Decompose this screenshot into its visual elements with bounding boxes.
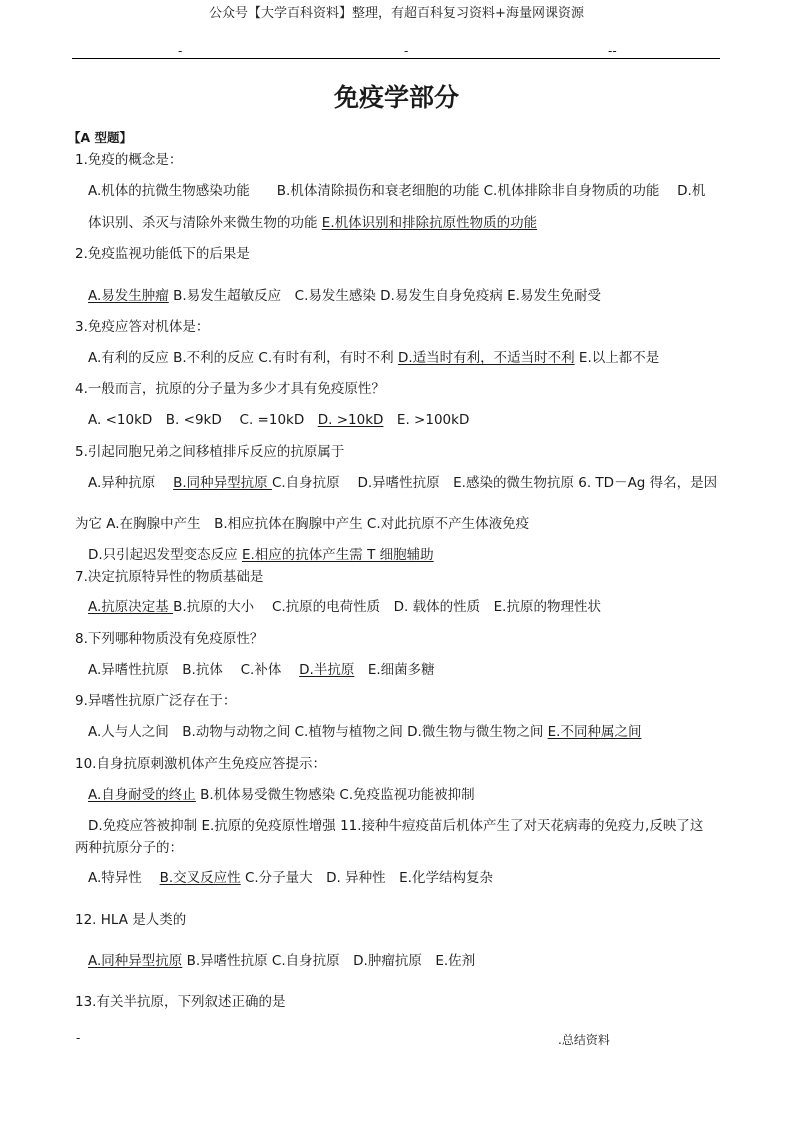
text-segment: 9.异嗜性抗原广泛存在于： <box>75 693 237 709</box>
text-line <box>75 242 250 262</box>
text-line <box>75 689 236 709</box>
text-segment: B.异嗜性抗原 C.自身抗原 D.肿瘤抗原 E.佐剂 <box>182 953 476 969</box>
text-segment: 为它 A.在胸腺中产生 B.相应抗体在胸腺中产生 C.对此抗原不产生体液免疫 <box>75 516 530 532</box>
header-mark-left: - <box>178 44 183 58</box>
answer-underlined: E.不同种属之间 <box>547 724 642 740</box>
answer-underlined: D. >10kD <box>317 412 384 428</box>
text-line <box>88 949 475 969</box>
text-segment: A. <10kD B. <9kD C. =10kD <box>88 412 318 428</box>
text-line <box>75 990 285 1010</box>
text-segment: B.机体易受微生物感染 C.免疫监视功能被抑制 <box>195 787 475 803</box>
text-line <box>75 836 183 856</box>
text-line <box>88 543 434 563</box>
text-line <box>88 595 601 615</box>
text-segment: 3.免疫应答对机体是： <box>75 319 210 335</box>
text-line <box>75 565 263 585</box>
text-segment: B.易发生超敏反应 C.易发生感染 D.易发生自身免疫病 E.易发生免耐受 <box>168 288 601 304</box>
text-segment: C.分子量大 D. 异种性 E.化学结构复杂 <box>240 870 493 886</box>
text-line <box>88 211 537 231</box>
text-line <box>88 720 641 740</box>
text-segment: D.免疫应答被抑制 E.抗原的免疫原性增强 11.接种牛痘疫苗后机体产生了对天花病毒的免疫力,反映了这 <box>88 818 704 834</box>
text-segment: 10.自身抗原刺激机体产生免疫应答提示： <box>75 756 326 772</box>
footer-left: - <box>76 1031 81 1045</box>
answer-underlined: D.半抗原 <box>299 662 355 678</box>
text-line <box>75 752 326 772</box>
text-line <box>88 408 469 428</box>
text-segment: E.细菌多糖 <box>354 662 435 678</box>
answer-underlined: B.交叉反应性 <box>159 870 241 886</box>
text-segment: D.只引起迟发型变态反应 <box>88 547 242 563</box>
text-line <box>75 512 529 532</box>
watermark-text: 公众号【大学百科资料】整理，有超百科复习资料+海量网课资源 <box>209 6 584 21</box>
text-line <box>88 284 601 304</box>
text-line <box>75 377 385 397</box>
text-segment: 两种抗原分子的： <box>75 840 183 856</box>
text-line <box>88 471 717 491</box>
text-segment: E.以上都不是 <box>574 350 660 366</box>
text-segment: A.异嗜性抗原 B.抗体 C.补体 <box>88 662 300 678</box>
answer-underlined: A.易发生肿瘤 <box>88 288 169 304</box>
text-segment: 4.一般而言，抗原的分子量为多少才具有免疫原性？ <box>75 381 385 397</box>
answer-underlined: E.相应的抗体产生需 T 细胞辅助 <box>241 547 434 563</box>
text-line <box>88 814 703 834</box>
text-line <box>88 658 435 678</box>
text-segment: A.特异性 <box>88 870 160 886</box>
text-segment: 体识别、杀灭与清除外来微生物的功能 <box>88 215 322 231</box>
header-mark-center: - <box>404 44 409 58</box>
answer-underlined: D.适当时有利，不适当时不利 <box>397 350 575 366</box>
text-line <box>75 148 182 168</box>
text-line <box>75 315 209 335</box>
footer-right: .总结资料 <box>558 1033 610 1047</box>
text-segment: 12. HLA 是人类的 <box>75 912 187 928</box>
text-line <box>88 783 475 803</box>
answer-underlined: A.同种异型抗原 <box>88 953 183 969</box>
text-line <box>75 440 344 460</box>
text-segment: 2.免疫监视功能低下的后果是 <box>75 246 250 262</box>
page-title: 免疫学部分 <box>333 83 459 112</box>
text-segment: C.自身抗原 D.异嗜性抗原 E.感染的微生物抗原 6. TD－Ag 得名，是因 <box>271 475 718 491</box>
header-divider <box>72 58 720 59</box>
answer-underlined: A.抗原决定基 <box>88 599 174 615</box>
text-segment: B.抗原的大小 C.抗原的电荷性质 D. 载体的性质 E.抗原的物理性状 <box>173 599 601 615</box>
text-segment: 1.免疫的概念是： <box>75 152 183 168</box>
text-segment: E. >100kD <box>383 412 470 428</box>
text-segment: 8.下列哪种物质没有免疫原性？ <box>75 631 264 647</box>
text-segment: A.人与人之间 B.动物与动物之间 C.植物与植物之间 D.微生物与微生物之间 <box>88 724 548 740</box>
text-line <box>88 346 659 366</box>
section-heading: 【A 型题】 <box>68 130 133 145</box>
text-segment: A.异种抗原 <box>88 475 174 491</box>
text-segment: 5.引起同胞兄弟之间移植排斥反应的抗原属于 <box>75 444 345 460</box>
text-line <box>75 908 186 928</box>
header-mark-right: -- <box>608 44 617 58</box>
text-line <box>88 866 493 886</box>
answer-underlined: E.机体识别和排除抗原性物质的功能 <box>321 215 538 231</box>
text-segment: A.机体的抗微生物感染功能 B.机体清除损伤和衰老细胞的功能 C.机体排除非自身物质的功能 D.机 <box>88 183 706 199</box>
text-segment: 7.决定抗原特异性的物质基础是 <box>75 569 264 585</box>
text-segment: 13.有关半抗原，下列叙述正确的是 <box>75 994 286 1010</box>
text-line <box>75 627 263 647</box>
text-segment: A.有利的反应 B.不利的反应 C.有时有利，有时不利 <box>88 350 398 366</box>
text-line <box>88 179 705 199</box>
answer-underlined: B.同种异型抗原 <box>173 475 272 491</box>
answer-underlined: A.自身耐受的终止 <box>88 787 196 803</box>
